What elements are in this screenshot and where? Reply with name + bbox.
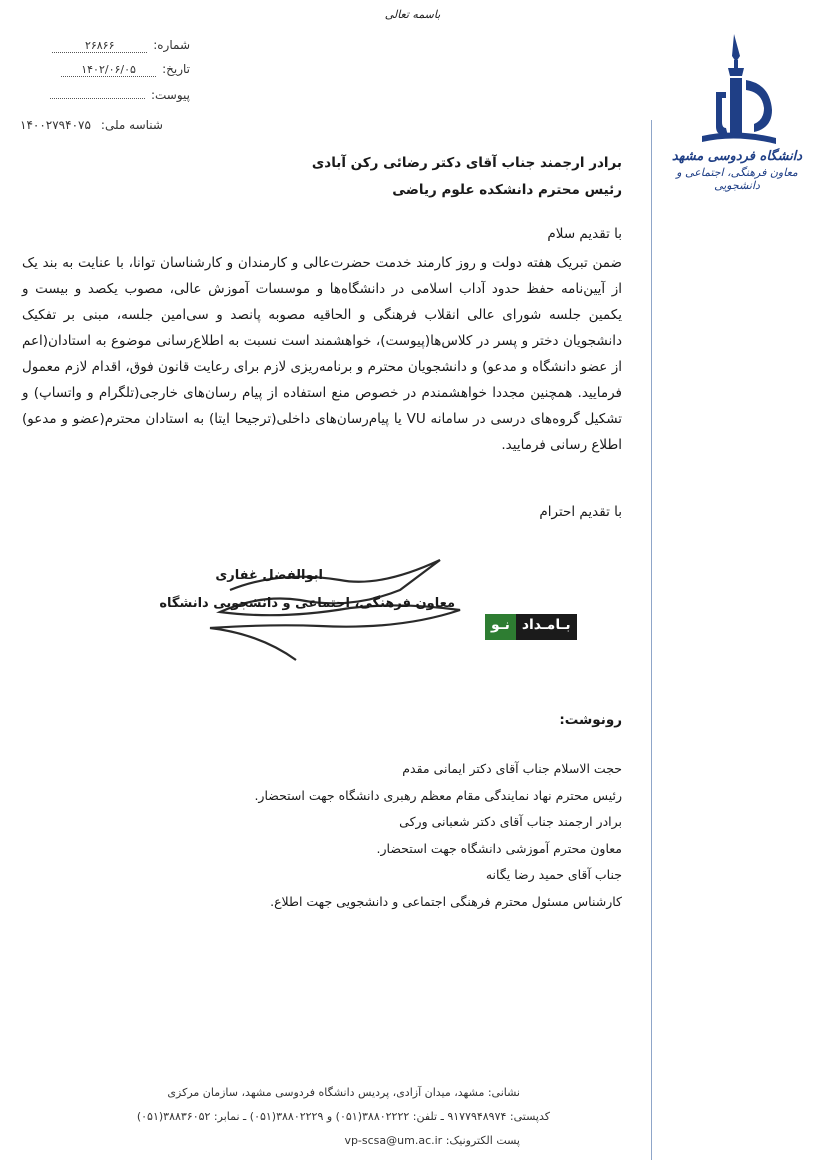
cc-item: معاون محترم آموزشی دانشگاه جهت استحضار. [376,840,622,856]
cc-heading: رونوشت: [559,712,622,728]
national-id-value: ۱۴۰۰۲۷۹۴۰۷۵ [20,118,91,132]
cc-item: حجت الاسلام جناب آقای دکتر ایمانی مقدم [402,761,622,776]
footer-email-line [30,1134,520,1147]
national-id-field [20,118,163,132]
attachment-label: پیوست: [150,88,190,102]
cc-item: رئیس محترم نهاد نمایندگی مقام معظم رهبری دانشگاه جهت استحضار. [254,787,622,803]
letter-number-value: ۲۶۸۶۶ [52,39,147,53]
closing: با تقدیم احترام [539,504,622,520]
cc-item: کارشناس مسئول محترم فرهنگی اجتماعی و دانشجویی جهت اطلاع. [270,893,622,909]
greeting: با تقدیم سلام [547,226,622,242]
badge-part-green: نـو [485,614,516,640]
letter-body: ضمن تبریک هفته دولت و روز کارمند خدمت حضرت‌عالی و کارمندان و کارشناسان توانا، با عنایت به بند یک از آیین‌نامه حفظ حدود آداب اسلامی در دانشگاه‌ها و موسسات آموزش عالی، مصوب یکصد و بیست و یکمین جلسه شورای عالی انقلاب فرهنگی و الحاقیه مصوبه پانصد و سی‌امین جلسه، مبنی بر تفکیک دانشجویان دختر و پسر در کلاس‌ها(پیوست)، خواهشمند است نسبت به اطلاع‌رسانی موضوع به استادان(اعم از عضو دانشگاه و مدعو) و دانشجویان محترم و برنامه‌ریزی لازم برای رعایت قانون فوق، اقدام لازم معمول فرمایید. همچنین مجددا خواهشمندم در خصوص منع استفاده از پیام رسان‌های خارجی(تلگرام و واتساپ) و تشکیل گروه‌های درسی در سامانه VU یا پیام‌رسان‌های داخلی(ترجیحا ایتا) به استادان محترم(عضو و مدعو) اطلاع رسانی فرمایید. [22,255,622,453]
footer-email-label: پست الکترونیک: [445,1134,520,1147]
watermark-badge [485,614,577,640]
footer-phones: کدپستی: ۹۱۷۷۹۴۸۹۷۴ ـ تلفن: ۳۸۸۰۲۲۲۲(۰۵۱) و ۳۸۸۰۲۲۲۹(۰۵۱) ـ نمابر: ۳۸۸۳۶۰۵۲(۰۵۱) [136,1110,550,1123]
attachment-value [50,98,145,99]
attachment-field [22,88,190,102]
university-logo [667,32,807,222]
letter-date-field [22,62,190,77]
cc-item: جناب آقای حمید رضا یگانه [485,867,622,882]
addressee-name: برادر ارجمند جناب آقای دکتر رضائی رکن آبادی [311,155,622,171]
national-id-label: شناسه ملی: [100,118,163,132]
addressee-title: رئیس محترم دانشکده علوم ریاضی [392,182,622,198]
cc-list [62,758,622,917]
department-name: معاون فرهنگی، اجتماعی و دانشجویی [676,166,798,192]
bismillah-heading: باسمه تعالی [384,8,441,21]
university-name: دانشگاه فردوسی مشهد [671,149,803,164]
footer-address: نشانی: مشهد، میدان آزادی، پردیس دانشگاه فردوسی مشهد، سازمان مرکزی [167,1086,520,1099]
pen-emblem-icon [692,32,782,147]
letter-number-field [22,38,190,53]
badge-part-dark: بـامـداد [516,614,577,640]
signatory-title: معاون فرهنگی، اجتماعی و دانشجویی دانشگاه [159,596,455,611]
cc-item: برادر ارجمند جناب آقای دکتر شعبانی ورکی [399,814,622,829]
footer-email: vp-scsa@um.ac.ir [344,1134,443,1147]
header-divider [651,120,652,1160]
signatory-name: ابوالفضل غفاری [215,568,323,583]
letter-date-value: ۱۴۰۲/۰۶/۰۵ [61,63,156,77]
letter-number-label: شماره: [153,38,190,52]
letter-date-label: تاریخ: [162,62,190,76]
